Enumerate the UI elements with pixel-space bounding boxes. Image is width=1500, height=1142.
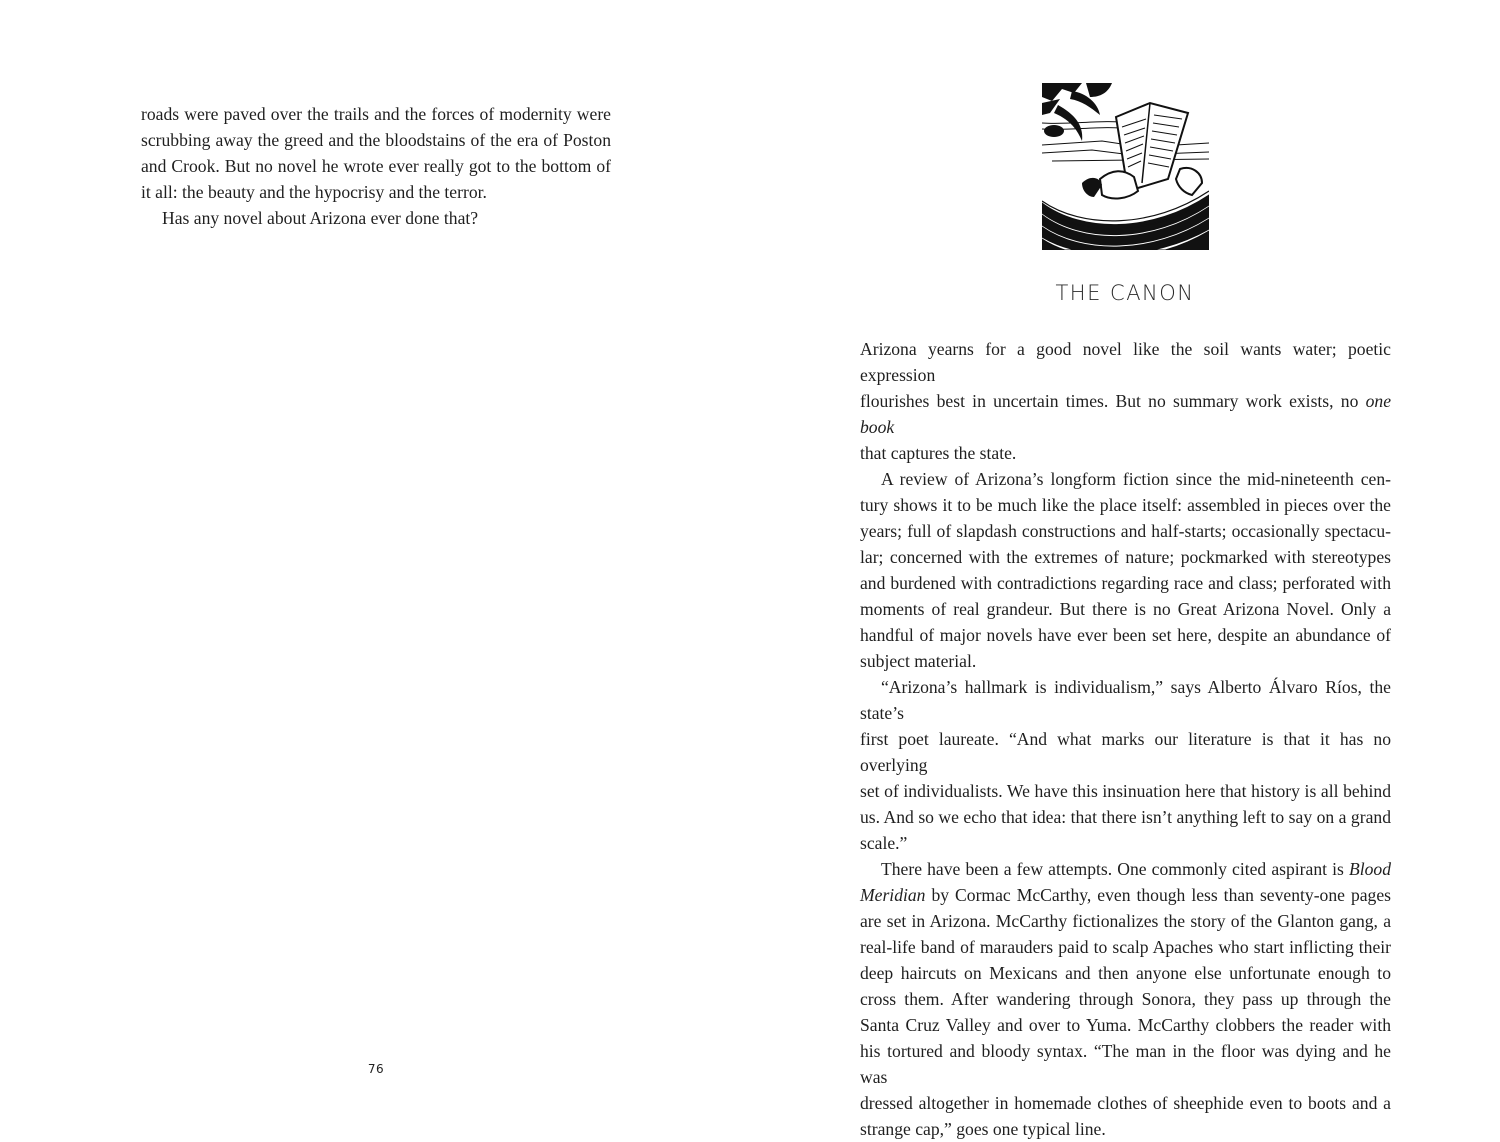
text-line: Has any novel about Arizona ever done that? (162, 208, 479, 228)
text-line: Meridian by Cormac McCarthy, even though less than seventy-one pages (860, 885, 1391, 905)
right-body-text (860, 336, 1391, 1142)
text-line: first poet laureate. “And what marks our literature is that it has no overlying (860, 729, 1391, 775)
chapter-illustration (1042, 83, 1209, 250)
text-line: set of individualists. We have this insinuation here that history is all behind (860, 781, 1391, 801)
italic-title: Meridian (860, 885, 926, 905)
text-line: tury shows it to be much like the place itself: assembled in pieces over the (860, 495, 1391, 515)
left-body-text (141, 101, 611, 231)
italic-title: Blood (1348, 859, 1391, 879)
text-line: Arizona yearns for a good novel like the soil wants water; poetic expression (860, 339, 1391, 385)
text-line: deep haircuts on Mexicans and then anyone else unfortunate enough to (860, 963, 1391, 983)
paragraph-4 (860, 856, 1391, 1142)
paragraph-2 (860, 466, 1391, 674)
text-line: Santa Cruz Valley and over to Yuma. McCarthy clobbers the reader with (860, 1015, 1391, 1035)
text-line: scrubbing away the greed and the bloodstains of the era of Poston (141, 130, 611, 150)
paragraph-1 (860, 336, 1391, 466)
text-line: and burdened with contradictions regarding race and class; perforated with (860, 573, 1391, 593)
text-line: his tortured and bloody syntax. “The man in the floor was dying and he was (860, 1041, 1391, 1087)
text-line: “Arizona’s hallmark is individualism,” says Alberto Álvaro Ríos, the state’s (860, 677, 1391, 723)
text-line: flourishes best in uncertain times. But no summary work exists, no one book (860, 391, 1391, 437)
paragraph-continued (141, 101, 611, 205)
text-line: years; full of slapdash constructions and half-starts; occasionally spectacu- (860, 521, 1391, 541)
text-line: subject material. (860, 651, 977, 671)
text-line: are set in Arizona. McCarthy fictionalizes the story of the Glanton gang, a (860, 911, 1391, 931)
text-line: moments of real grandeur. But there is no Great Arizona Novel. Only a (860, 599, 1391, 619)
text-line: it all: the beauty and the hypocrisy and the terror. (141, 182, 487, 202)
paragraph-question (141, 205, 611, 231)
chapter-title: THE CANON (1055, 281, 1195, 305)
text-line: handful of major novels have ever been set here, despite an abundance of (860, 625, 1391, 645)
text-line: us. And so we echo that idea: that there isn’t anything left to say on a grand (860, 807, 1391, 827)
text-line: that captures the state. (860, 443, 1017, 463)
text-line: roads were paved over the trails and the forces of modernity were (141, 104, 611, 124)
left-page (0, 0, 750, 1125)
text-line: cross them. After wandering through Sonora, they pass up through the (860, 989, 1391, 1009)
paragraph-3 (860, 674, 1391, 856)
text-line: and Crook. But no novel he wrote ever really got to the bottom of (141, 156, 611, 176)
italic-title: one book (860, 391, 1391, 437)
text-line: There have been a few attempts. One commonly cited aspirant is Blood (881, 859, 1391, 879)
text-line: real-life band of marauders paid to scalp Apaches who start inflicting their (860, 937, 1391, 957)
text-line: scale.” (860, 833, 908, 853)
text-line: A review of Arizona’s longform fiction since the mid-nineteenth cen- (881, 469, 1391, 489)
text-line: lar; concerned with the extremes of nature; pockmarked with stereotypes (860, 547, 1391, 567)
right-page (750, 0, 1500, 1139)
text-line: dressed altogether in homemade clothes of sheephide even to boots and a (860, 1093, 1391, 1113)
text-line: strange cap,” goes one typical line. (860, 1119, 1106, 1139)
page-number: 76 (367, 1062, 385, 1076)
